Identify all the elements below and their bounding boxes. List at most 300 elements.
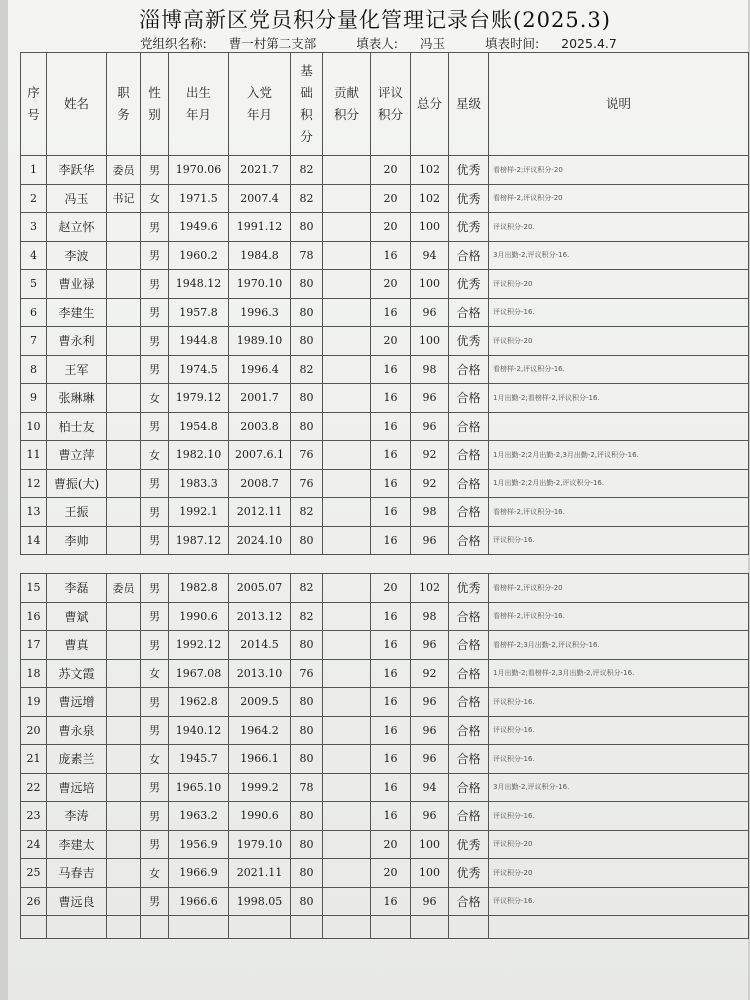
cell-name: 曹真 — [47, 631, 107, 660]
cell-total: 96 — [411, 802, 449, 831]
cell-gender: 男 — [141, 716, 169, 745]
cell-birth: 1957.8 — [169, 298, 229, 327]
cell-duty — [107, 441, 141, 470]
cell-birth: 1965.10 — [169, 773, 229, 802]
cell-no: 24 — [21, 830, 47, 859]
header-total: 总分 — [411, 53, 449, 156]
cell-review: 16 — [371, 241, 411, 270]
table-row — [21, 241, 749, 270]
cell-join: 2021.7 — [229, 156, 291, 185]
cell-no: 6 — [21, 298, 47, 327]
cell-name: 王军 — [47, 355, 107, 384]
cell-review: 16 — [371, 298, 411, 327]
cell-birth: 1962.8 — [169, 688, 229, 717]
cell-duty — [107, 773, 141, 802]
cell-total: 102 — [411, 184, 449, 213]
header-duty: 职务 — [107, 53, 141, 156]
cell-base: 82 — [291, 355, 323, 384]
cell-name: 冯玉 — [47, 184, 107, 213]
cell-note — [489, 412, 749, 441]
cell-gender: 男 — [141, 887, 169, 916]
cell-total: 98 — [411, 602, 449, 631]
cell-contrib — [323, 602, 371, 631]
cell-gender: 女 — [141, 745, 169, 774]
cell-base: 80 — [291, 412, 323, 441]
cell-join: 2013.10 — [229, 659, 291, 688]
cell-base: 80 — [291, 859, 323, 888]
cell-birth: 1949.6 — [169, 213, 229, 242]
cell-duty: 书记 — [107, 184, 141, 213]
cell-note: 看榜样-2,评议积分-20 — [489, 574, 749, 603]
cell-star: 合格 — [449, 602, 489, 631]
table-row — [21, 469, 749, 498]
cell-review: 20 — [371, 270, 411, 299]
cell-note: 1月出勤-2;看榜样-2,3月出勤-2,评议积分-16. — [489, 659, 749, 688]
cell-join: 1990.6 — [229, 802, 291, 831]
cell-no: 26 — [21, 887, 47, 916]
cell-gender: 男 — [141, 213, 169, 242]
cell-name: 曹振(大) — [47, 469, 107, 498]
cell-join: 1991.12 — [229, 213, 291, 242]
cell-review: 16 — [371, 355, 411, 384]
cell-birth: 1971.5 — [169, 184, 229, 213]
cell-note: 评议积分-16. — [489, 745, 749, 774]
cell-total: 96 — [411, 412, 449, 441]
cell-gender: 女 — [141, 184, 169, 213]
cell-contrib — [323, 270, 371, 299]
cell-note: 看榜样-2;评议积分-20 — [489, 156, 749, 185]
header-gender: 性别 — [141, 53, 169, 156]
cell-review: 16 — [371, 688, 411, 717]
cell-join: 2012.11 — [229, 498, 291, 527]
cell-review: 16 — [371, 716, 411, 745]
cell-no: 12 — [21, 469, 47, 498]
cell-total: 96 — [411, 298, 449, 327]
cell-note: 1月出勤-2;看榜样-2,评议积分-16. — [489, 384, 749, 413]
table-row — [21, 802, 749, 831]
ledger-table — [20, 52, 749, 939]
cell-star: 合格 — [449, 887, 489, 916]
cell-no: 20 — [21, 716, 47, 745]
cell-star: 合格 — [449, 469, 489, 498]
cell-join: 2008.7 — [229, 469, 291, 498]
header-name: 姓名 — [47, 53, 107, 156]
cell-review: 16 — [371, 631, 411, 660]
date-value: 2025.4.7 — [561, 36, 617, 51]
org-value: 曹一村第二支部 — [228, 36, 317, 51]
cell-no: 19 — [21, 688, 47, 717]
cell-no: 2 — [21, 184, 47, 213]
cell-duty: 委员 — [107, 156, 141, 185]
cell-no: 15 — [21, 574, 47, 603]
cell-contrib — [323, 184, 371, 213]
cell-duty — [107, 830, 141, 859]
cell-no: 1 — [21, 156, 47, 185]
cell-base: 76 — [291, 441, 323, 470]
cell-note: 看榜样-2;3月出勤-2,评议积分-16. — [489, 631, 749, 660]
cell-review: 16 — [371, 887, 411, 916]
cell-base: 82 — [291, 498, 323, 527]
cell-no: 17 — [21, 631, 47, 660]
cell-review: 16 — [371, 745, 411, 774]
cell-contrib — [323, 526, 371, 555]
table-row — [21, 184, 749, 213]
cell-duty — [107, 802, 141, 831]
cell-contrib — [323, 688, 371, 717]
cell-gender: 男 — [141, 156, 169, 185]
cell-no: 22 — [21, 773, 47, 802]
cell-birth: 1979.12 — [169, 384, 229, 413]
cell-review: 16 — [371, 441, 411, 470]
cell-review: 20 — [371, 213, 411, 242]
blank-row — [21, 916, 749, 939]
cell-no: 18 — [21, 659, 47, 688]
cell-join: 1966.1 — [229, 745, 291, 774]
cell-review: 16 — [371, 602, 411, 631]
cell-gender: 男 — [141, 802, 169, 831]
cell-name: 李帅 — [47, 526, 107, 555]
cell-base: 76 — [291, 659, 323, 688]
cell-base: 82 — [291, 184, 323, 213]
cell-total: 96 — [411, 384, 449, 413]
cell-star: 合格 — [449, 355, 489, 384]
cell-name: 曹远培 — [47, 773, 107, 802]
cell-gender: 男 — [141, 631, 169, 660]
cell-total: 100 — [411, 327, 449, 356]
cell-star: 合格 — [449, 384, 489, 413]
cell-base: 80 — [291, 327, 323, 356]
cell-birth: 1944.8 — [169, 327, 229, 356]
cell-review: 16 — [371, 384, 411, 413]
cell-duty — [107, 498, 141, 527]
cell-gender: 男 — [141, 830, 169, 859]
cell-name: 李建生 — [47, 298, 107, 327]
cell-note: 1月出勤-2;2月出勤-2,评议积分-16. — [489, 469, 749, 498]
cell-join: 1996.3 — [229, 298, 291, 327]
cell-base: 78 — [291, 241, 323, 270]
cell-note: 3月出勤-2,评议积分-16. — [489, 773, 749, 802]
table-row — [21, 156, 749, 185]
cell-base: 82 — [291, 574, 323, 603]
cell-birth: 1974.5 — [169, 355, 229, 384]
cell-note: 3月出勤-2,评议积分-16. — [489, 241, 749, 270]
cell-total: 96 — [411, 688, 449, 717]
header-note: 说明 — [489, 53, 749, 156]
cell-no: 4 — [21, 241, 47, 270]
cell-birth: 1940.12 — [169, 716, 229, 745]
cell-total: 100 — [411, 213, 449, 242]
cell-contrib — [323, 887, 371, 916]
cell-duty — [107, 327, 141, 356]
cell-join: 2007.4 — [229, 184, 291, 213]
table-row — [21, 384, 749, 413]
cell-duty — [107, 213, 141, 242]
cell-base: 80 — [291, 716, 323, 745]
cell-total: 92 — [411, 659, 449, 688]
cell-join: 2013.12 — [229, 602, 291, 631]
table-row — [21, 355, 749, 384]
cell-total: 100 — [411, 270, 449, 299]
cell-note: 看榜样-2,评议积分-16. — [489, 602, 749, 631]
cell-note: 看榜样-2,评议积分-16. — [489, 498, 749, 527]
cell-gender: 男 — [141, 602, 169, 631]
cell-contrib — [323, 241, 371, 270]
cell-name: 柏士友 — [47, 412, 107, 441]
cell-contrib — [323, 716, 371, 745]
cell-join: 1964.2 — [229, 716, 291, 745]
date-field — [485, 36, 635, 51]
cell-review: 20 — [371, 184, 411, 213]
cell-duty — [107, 887, 141, 916]
cell-star: 合格 — [449, 631, 489, 660]
cell-contrib — [323, 355, 371, 384]
cell-birth: 1963.2 — [169, 802, 229, 831]
cell-birth: 1954.8 — [169, 412, 229, 441]
date-label: 填表时间: — [484, 36, 540, 51]
table-row — [21, 859, 749, 888]
cell-total: 96 — [411, 887, 449, 916]
cell-no: 25 — [21, 859, 47, 888]
cell-review: 16 — [371, 469, 411, 498]
cell-star: 合格 — [449, 241, 489, 270]
cell-contrib — [323, 859, 371, 888]
cell-duty — [107, 384, 141, 413]
cell-name: 曹远良 — [47, 887, 107, 916]
cell-gender: 男 — [141, 327, 169, 356]
cell-note: 评议积分-20. — [489, 213, 749, 242]
cell-name: 张琳琳 — [47, 384, 107, 413]
cell-note: 评议积分-16. — [489, 802, 749, 831]
cell-contrib — [323, 802, 371, 831]
cell-gender: 男 — [141, 298, 169, 327]
cell-no: 14 — [21, 526, 47, 555]
cell-note: 评议积分-16. — [489, 688, 749, 717]
cell-contrib — [323, 441, 371, 470]
cell-note: 看榜样-2,评议积分-16. — [489, 355, 749, 384]
cell-total: 102 — [411, 574, 449, 603]
cell-join: 2021.11 — [229, 859, 291, 888]
cell-gender: 男 — [141, 773, 169, 802]
cell-star: 优秀 — [449, 830, 489, 859]
cell-join: 1998.05 — [229, 887, 291, 916]
cell-join: 1996.4 — [229, 355, 291, 384]
cell-contrib — [323, 773, 371, 802]
cell-name: 曹斌 — [47, 602, 107, 631]
cell-name: 庞素兰 — [47, 745, 107, 774]
cell-duty — [107, 602, 141, 631]
cell-duty — [107, 631, 141, 660]
cell-no: 23 — [21, 802, 47, 831]
filler-field — [356, 36, 463, 51]
table-row — [21, 631, 749, 660]
table-row — [21, 688, 749, 717]
cell-birth: 1960.2 — [169, 241, 229, 270]
table-row — [21, 887, 749, 916]
cell-star: 优秀 — [449, 156, 489, 185]
cell-total: 98 — [411, 355, 449, 384]
cell-base: 80 — [291, 213, 323, 242]
cell-contrib — [323, 745, 371, 774]
cell-contrib — [323, 830, 371, 859]
cell-join: 2024.10 — [229, 526, 291, 555]
cell-contrib — [323, 631, 371, 660]
cell-star: 合格 — [449, 802, 489, 831]
cell-name: 苏文霞 — [47, 659, 107, 688]
cell-name: 赵立怀 — [47, 213, 107, 242]
cell-duty — [107, 469, 141, 498]
cell-name: 曹永泉 — [47, 716, 107, 745]
cell-star: 优秀 — [449, 859, 489, 888]
cell-no: 5 — [21, 270, 47, 299]
filler-value: 冯玉 — [419, 36, 445, 51]
cell-duty: 委员 — [107, 574, 141, 603]
cell-contrib — [323, 498, 371, 527]
table-row — [21, 773, 749, 802]
cell-total: 100 — [411, 859, 449, 888]
table-row — [21, 659, 749, 688]
cell-join: 2003.8 — [229, 412, 291, 441]
header-birth: 出生年月 — [169, 53, 229, 156]
cell-contrib — [323, 156, 371, 185]
cell-no: 8 — [21, 355, 47, 384]
cell-review: 16 — [371, 802, 411, 831]
cell-base: 80 — [291, 830, 323, 859]
cell-birth: 1987.12 — [169, 526, 229, 555]
cell-join: 1984.8 — [229, 241, 291, 270]
cell-name: 李跃华 — [47, 156, 107, 185]
cell-join: 2007.6.1 — [229, 441, 291, 470]
cell-base: 80 — [291, 384, 323, 413]
cell-duty — [107, 716, 141, 745]
cell-contrib — [323, 574, 371, 603]
cell-star: 合格 — [449, 716, 489, 745]
cell-note: 评议积分-16. — [489, 716, 749, 745]
page-title: 淄博高新区党员积分量化管理记录台账(2025.3) — [139, 8, 611, 32]
cell-star: 优秀 — [449, 270, 489, 299]
cell-no: 9 — [21, 384, 47, 413]
table-row — [21, 716, 749, 745]
cell-name: 曹永利 — [47, 327, 107, 356]
cell-name: 王振 — [47, 498, 107, 527]
cell-star: 合格 — [449, 298, 489, 327]
cell-note: 评议积分-20 — [489, 859, 749, 888]
cell-join: 2005.07 — [229, 574, 291, 603]
table-row — [21, 270, 749, 299]
header-contrib: 贡献积分 — [323, 53, 371, 156]
cell-note: 评议积分-20 — [489, 327, 749, 356]
cell-gender: 男 — [141, 270, 169, 299]
cell-duty — [107, 745, 141, 774]
cell-base: 80 — [291, 526, 323, 555]
cell-gender: 男 — [141, 241, 169, 270]
cell-duty — [107, 412, 141, 441]
cell-star: 合格 — [449, 526, 489, 555]
cell-birth: 1970.06 — [169, 156, 229, 185]
table-row — [21, 526, 749, 555]
header-no: 序号 — [21, 53, 47, 156]
cell-gender: 女 — [141, 659, 169, 688]
cell-birth: 1992.12 — [169, 631, 229, 660]
cell-gender: 女 — [141, 441, 169, 470]
cell-gender: 男 — [141, 688, 169, 717]
table-row — [21, 602, 749, 631]
cell-join: 1979.10 — [229, 830, 291, 859]
cell-total: 92 — [411, 469, 449, 498]
header-base: 基础积分 — [291, 53, 323, 156]
cell-duty — [107, 526, 141, 555]
cell-review: 20 — [371, 859, 411, 888]
org-field — [140, 36, 334, 51]
cell-review: 20 — [371, 830, 411, 859]
cell-total: 96 — [411, 526, 449, 555]
cell-base: 80 — [291, 745, 323, 774]
cell-star: 优秀 — [449, 327, 489, 356]
cell-birth: 1948.12 — [169, 270, 229, 299]
cell-base: 78 — [291, 773, 323, 802]
cell-join: 2001.7 — [229, 384, 291, 413]
cell-name: 马春吉 — [47, 859, 107, 888]
table-row — [21, 441, 749, 470]
cell-name: 曹业禄 — [47, 270, 107, 299]
table-row — [21, 327, 749, 356]
cell-name: 李涛 — [47, 802, 107, 831]
cell-birth: 1992.1 — [169, 498, 229, 527]
cell-no: 10 — [21, 412, 47, 441]
cell-note: 评议积分-16. — [489, 887, 749, 916]
cell-star: 合格 — [449, 412, 489, 441]
page-gap — [21, 555, 749, 574]
cell-join: 2009.5 — [229, 688, 291, 717]
cell-gender: 男 — [141, 355, 169, 384]
cell-contrib — [323, 213, 371, 242]
cell-join: 1999.2 — [229, 773, 291, 802]
cell-no: 16 — [21, 602, 47, 631]
table-row — [21, 213, 749, 242]
cell-no: 21 — [21, 745, 47, 774]
cell-total: 100 — [411, 830, 449, 859]
cell-total: 96 — [411, 631, 449, 660]
cell-contrib — [323, 412, 371, 441]
cell-no: 11 — [21, 441, 47, 470]
cell-birth: 1983.3 — [169, 469, 229, 498]
cell-gender: 男 — [141, 412, 169, 441]
cell-duty — [107, 859, 141, 888]
cell-star: 合格 — [449, 773, 489, 802]
header-row — [21, 53, 749, 156]
filler-label: 填表人: — [356, 36, 398, 51]
cell-review: 16 — [371, 659, 411, 688]
cell-contrib — [323, 384, 371, 413]
table-row — [21, 412, 749, 441]
cell-total: 96 — [411, 716, 449, 745]
table-row — [21, 298, 749, 327]
cell-name: 李建太 — [47, 830, 107, 859]
cell-birth: 1982.8 — [169, 574, 229, 603]
table-row — [21, 745, 749, 774]
cell-review: 20 — [371, 156, 411, 185]
cell-total: 98 — [411, 498, 449, 527]
cell-note: 看榜样-2,评议积分-20 — [489, 184, 749, 213]
cell-total: 94 — [411, 241, 449, 270]
cell-star: 合格 — [449, 745, 489, 774]
cell-star: 合格 — [449, 659, 489, 688]
cell-contrib — [323, 469, 371, 498]
cell-no: 3 — [21, 213, 47, 242]
cell-review: 16 — [371, 498, 411, 527]
cell-base: 80 — [291, 270, 323, 299]
cell-name: 曹远增 — [47, 688, 107, 717]
cell-review: 20 — [371, 327, 411, 356]
